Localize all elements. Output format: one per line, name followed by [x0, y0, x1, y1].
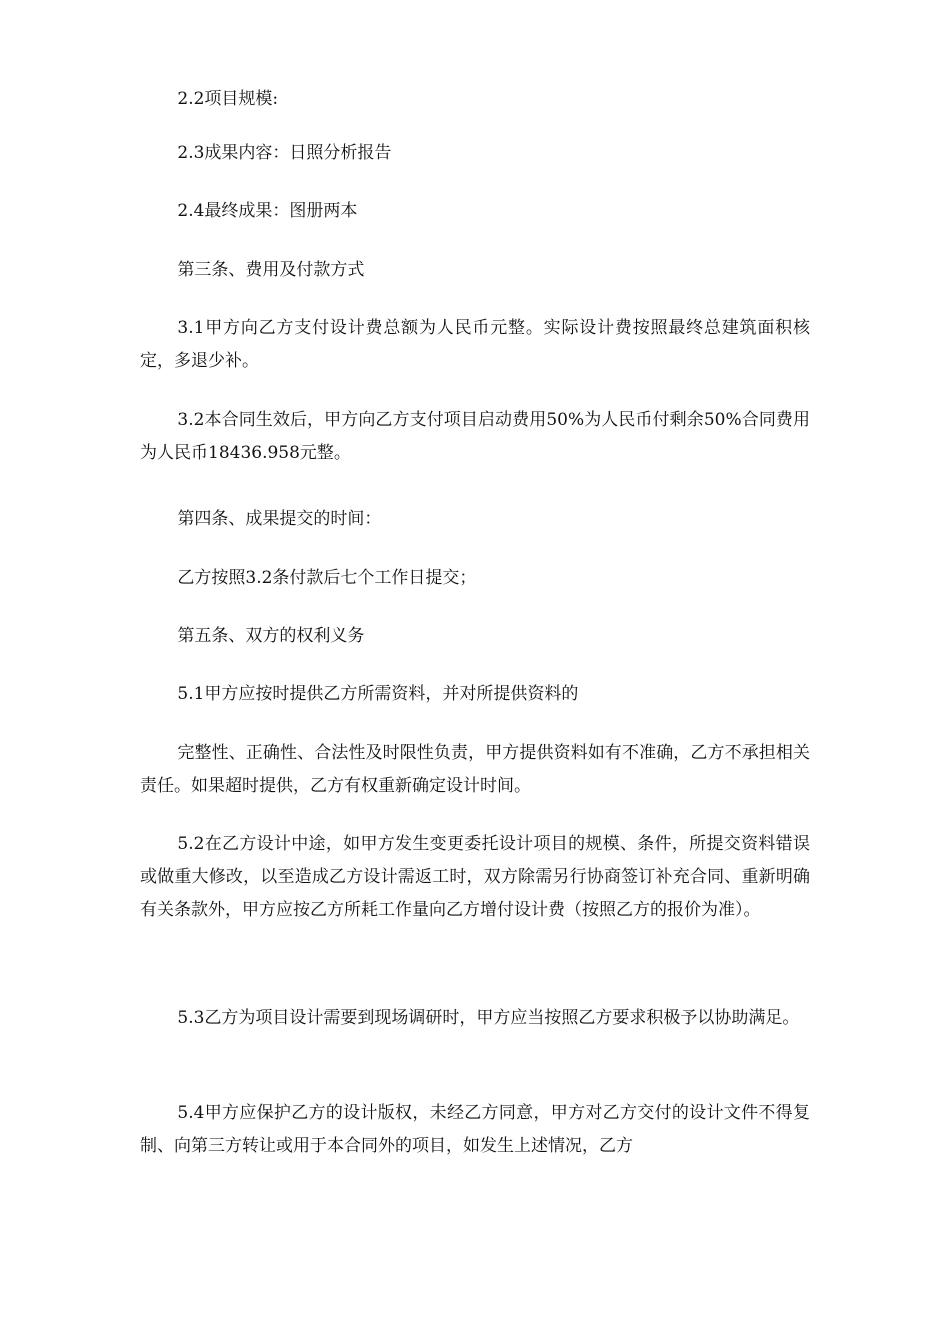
paragraph-5-1: 5.1甲方应按时提供乙方所需资料，并对所提供资料的 [177, 684, 579, 704]
paragraph-5-1-continued: 完整性、正确性、合法性及时限性负责，甲方提供资料如有不准确，乙方不承担相关责任。如果超时提供，乙方有权重新确定设计时间。 [140, 743, 810, 796]
paragraph-2-3-deliverable-content: 2.3成果内容：日照分析报告 [177, 143, 392, 163]
paragraph-5-4: 5.4甲方应保护乙方的设计版权，未经乙方同意，甲方对乙方交付的设计文件不得复制、向第三方转让或用于本合同外的项目，如发生上述情况，乙方 [140, 1103, 810, 1156]
heading-article-5: 第五条、双方的权利义务 [177, 626, 365, 646]
paragraph-5-2: 5.2在乙方设计中途，如甲方发生变更委托设计项目的规模、条件，所提交资料错误或做重大修改，以至造成乙方设计需返工时，双方除需另行协商签订补充合同、重新明确有关条款外，甲方应按乙方所耗工作量向乙方增付设计费（按照乙方的报价为准）。 [140, 834, 810, 920]
paragraph-3-1: 3.1甲方向乙方支付设计费总额为人民币元整。实际设计费按照最终总建筑面积核定，多退少补。 [140, 318, 810, 371]
paragraph-2-4-final-deliverable: 2.4最终成果：图册两本 [177, 201, 358, 221]
paragraph-5-3: 5.3乙方为项目设计需要到现场调研时，甲方应当按照乙方要求积极予以协助满足。 [177, 1008, 800, 1028]
heading-article-4: 第四条、成果提交的时间： [177, 509, 382, 529]
paragraph-3-2: 3.2本合同生效后，甲方向乙方支付项目启动费用50%为人民币付剩余50%合同费用为人民币18436.958元整。 [140, 410, 810, 463]
paragraph-2-2-project-scale: 2.2项目规模: [177, 89, 279, 109]
heading-article-3: 第三条、费用及付款方式 [177, 260, 365, 280]
paragraph-submission-time: 乙方按照3.2条付款后七个工作日提交； [177, 568, 477, 588]
